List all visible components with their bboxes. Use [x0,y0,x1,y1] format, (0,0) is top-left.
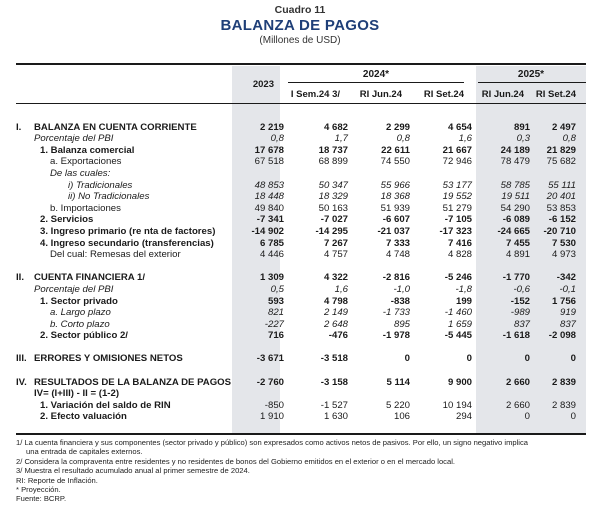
spacer-row [16,342,586,354]
row-label [16,226,232,238]
row-label-text: De las cuales: [50,167,111,179]
cell-value: -838 [390,295,410,307]
cell-value: 0 [570,353,576,365]
table-number: Cuadro 11 [274,4,326,16]
cell-value: 4 446 [259,249,284,261]
cell-value: 1 910 [259,411,284,423]
row-label-text: i) Tradicionales [68,179,133,191]
cell-value: -1 527 [320,399,348,411]
cell-value [232,388,290,400]
spacer-row [16,365,586,377]
row-label-text: b. Corto plazo [50,318,110,330]
cell-value: 7 416 [447,237,472,249]
cell-value: 18 368 [380,191,410,203]
table-title: BALANZA DE PAGOS [220,17,380,34]
cell-value: 5 114 [386,376,410,388]
col-header-2025-riset24: RI Set.24 [535,89,576,100]
cell-value: 10 194 [442,399,472,411]
cell-value: 895 [393,318,410,330]
cell-value: -6 152 [548,214,576,226]
col-header-rijun24: RI Jun.24 [359,89,402,100]
cell-value [538,168,586,180]
cell-value: 20 401 [546,191,576,203]
cell-value: 2 299 [385,121,410,133]
spacer-row [16,261,586,273]
footnotes [16,438,588,504]
cell-value: 294 [455,411,472,423]
cell-value: 2 839 [551,399,576,411]
cell-value: 1 309 [259,272,284,284]
table-row [16,272,586,284]
cell-value: -227 [264,318,284,330]
table-row [16,400,586,412]
cell-value: 716 [267,330,284,342]
row-label-text: a. Largo plazo [50,307,111,319]
section-number: II. [16,272,24,284]
cell-value: 821 [267,307,284,319]
cell-value: -14 902 [251,225,284,237]
col-header-2023: 2023 [252,79,274,90]
row-label [16,156,232,168]
row-label-text: CUENTA FINANCIERA 1/ [34,272,146,284]
row-label [16,249,232,261]
section-number: III. [16,353,27,365]
cell-value: -1,0 [393,283,410,295]
row-label [16,411,232,423]
cell-value: -3 671 [256,353,284,365]
footnote: RI: Reporte de Inflación. [16,475,98,485]
col-header-isem24: I Sem.24 3/ [290,89,340,100]
col-header-2025-rijun24: RI Jun.24 [481,89,524,100]
cell-value: 48 853 [254,179,284,191]
table-row [16,411,586,423]
cell-value: 74 550 [380,156,410,168]
cell-value [290,388,356,400]
cell-value: 0,5 [270,283,284,295]
cell-value: -20 710 [543,225,576,237]
table-row [16,377,586,389]
cell-value: 2 648 [323,318,348,330]
cell-value: 0 [524,353,530,365]
cell-value: -152 [510,295,530,307]
header-rule [16,103,586,104]
cell-value [356,388,418,400]
cell-value: 0,8 [562,133,576,145]
footnote: Fuente: BCRP. [16,494,67,504]
row-label [16,180,232,192]
row-label-text: 2. Servicios [40,214,94,226]
cell-value: 0,8 [270,133,284,145]
cell-value: 53 853 [546,202,576,214]
row-label-text: Porcentaje del PBI [34,283,114,295]
cell-value: 2 219 [259,121,284,133]
cell-value [418,168,480,180]
cell-value: 0 [404,353,410,365]
cell-value: 58 785 [500,179,530,191]
cell-value: 4 748 [385,249,410,261]
cell-value: 7 267 [323,237,348,249]
table-row [16,133,586,145]
cell-value: -7 105 [444,214,472,226]
table-row [16,203,586,215]
cell-value: -7 341 [256,214,284,226]
cell-value [232,168,290,180]
group-rule-2024 [288,82,464,83]
row-label-text: 1. Variación del saldo de RIN [40,399,171,411]
cell-value: 53 177 [442,179,472,191]
row-label [16,353,232,365]
cell-value: 2 839 [551,376,576,388]
table-row [16,238,586,250]
cell-value: 9 900 [447,376,472,388]
row-label [16,319,232,331]
row-label [16,122,232,134]
cell-value: 7 455 [505,237,530,249]
cell-value: 1 659 [447,318,472,330]
cell-value [290,168,356,180]
row-label-text: ERRORES Y OMISIONES NETOS [34,353,183,365]
cell-value: 0 [524,411,530,423]
cell-value: 7 333 [385,237,410,249]
cell-value: -342 [556,272,576,284]
cell-value: 78 479 [500,156,530,168]
row-label [16,296,232,308]
cell-value: 7 530 [551,237,576,249]
cell-value: -3 158 [320,376,348,388]
row-label [16,145,232,157]
footnote: 3/ Muestra el resultado acumulado anual al primer semestre de 2024. [16,466,250,476]
table-row [16,214,586,226]
cell-value: -1 770 [502,272,530,284]
cell-value: 21 667 [442,144,472,156]
cell-value: -1,8 [455,283,472,295]
table-unit: (Millones de USD) [259,35,341,46]
cell-value: -21 037 [377,225,410,237]
table-row [16,330,586,342]
cell-value: 68 899 [318,156,348,168]
table-row [16,307,586,319]
table-row [16,226,586,238]
cell-value: 1 630 [323,411,348,423]
table-row [16,284,586,296]
cell-value: 1,6 [458,133,472,145]
table-row [16,180,586,192]
cell-value: -2 816 [382,272,410,284]
footnote: 2/ Considera la compraventa entre residentes y no residentes de bonos del Gobierno emitidos en el exterior o en el mercado local. [16,456,455,466]
cell-value: 106 [393,411,410,423]
cell-value: 50 163 [318,202,348,214]
col-header-riset24: RI Set.24 [423,89,464,100]
cell-value: 50 347 [318,179,348,191]
table-row [16,296,586,308]
cell-value: 1,7 [334,133,348,145]
cell-value: 4 682 [323,121,348,133]
section-number: I. [16,121,22,133]
cell-value: 67 518 [254,156,284,168]
cell-value: 593 [267,295,284,307]
group-rule-2025 [478,82,586,83]
cell-value: 199 [455,295,472,307]
row-label [16,272,232,284]
row-label [16,400,232,412]
row-label [16,377,232,389]
row-label [16,238,232,250]
row-label-text: 3. Ingreso primario (re nta de factores) [40,225,216,237]
cell-value: 22 611 [381,144,410,156]
cell-value: 19 552 [442,191,472,203]
cell-value: 919 [559,307,576,319]
cell-value: -7 027 [320,214,348,226]
table-row [16,156,586,168]
cell-value: -5 246 [444,272,472,284]
row-label [16,330,232,342]
group-header-2025: 2025* [517,69,545,80]
cell-value: 5 220 [385,399,410,411]
cell-value: -17 323 [439,225,472,237]
cell-value: 837 [513,318,530,330]
table-row [16,145,586,157]
cell-value: 2 149 [323,307,348,319]
top-rule [16,63,586,65]
cell-value: 51 279 [442,202,472,214]
cell-value: -989 [510,307,530,319]
cell-value: 51 939 [380,202,410,214]
row-label [16,388,232,400]
cell-value: -0,1 [559,283,576,295]
bottom-rule [16,433,586,435]
row-label-text: 1. Sector privado [40,295,118,307]
cell-value: 55 966 [380,179,410,191]
cell-value [356,168,418,180]
cell-value: 4 757 [323,249,348,261]
row-label-text: 2. Efecto valuación [40,411,127,423]
cell-value: -1 618 [502,330,530,342]
cell-value: -6 089 [502,214,530,226]
cell-value: 891 [513,121,530,133]
cell-value: 2 660 [505,399,530,411]
cell-value [480,168,538,180]
row-label [16,214,232,226]
spacer-row [16,110,586,122]
cell-value: 18 329 [318,191,348,203]
row-label [16,307,232,319]
row-label [16,203,232,215]
cell-value: -2 760 [256,376,284,388]
cell-value [480,388,538,400]
cell-value: 21 829 [546,144,576,156]
cell-value: 837 [559,318,576,330]
cell-value: -3 518 [320,353,348,365]
table-row [16,122,586,134]
cell-value: 49 840 [254,202,284,214]
cell-value: 4 322 [323,272,348,284]
cell-value: -6 607 [382,214,410,226]
cell-value: -850 [264,399,284,411]
row-label [16,284,232,296]
cell-value: 4 654 [447,121,472,133]
cell-value: 0 [570,411,576,423]
cell-value: 4 973 [551,249,576,261]
cell-value: 55 111 [548,179,576,191]
cell-value: -1 460 [444,307,472,319]
footnote: 1/ La cuenta financiera y sus componentes (sector privado y público) son expresados como activos netos de pasivos. Por ello, un signo negativo implica [16,438,529,447]
cell-value: -14 295 [315,225,348,237]
cell-value: 0,8 [396,133,410,145]
cell-value: 18 448 [254,191,284,203]
group-header-2024: 2024* [362,69,390,80]
cell-value: -2 098 [548,330,576,342]
cell-value: -0,6 [513,283,530,295]
cell-value: 0 [466,353,472,365]
section-number: IV. [16,376,27,388]
cell-value: 72 946 [442,156,472,168]
cell-value: -1 978 [382,330,410,342]
cell-value: -24 665 [497,225,530,237]
cell-value: 17 678 [254,144,284,156]
table-row [16,168,586,180]
cell-value: 1 756 [551,295,576,307]
cell-value: 4 798 [323,295,348,307]
table-row [16,353,586,365]
cell-value: 18 737 [318,144,348,156]
footnote: * Proyección. [16,485,61,495]
cell-value: 2 497 [551,121,576,133]
row-label-text: Del cual: Remesas del exterior [50,249,181,261]
cell-value: -1 733 [382,307,410,319]
cell-value: 4 891 [505,249,530,261]
cell-value [418,388,480,400]
row-label-text: BALANZA EN CUENTA CORRIENTE [34,121,197,133]
table-row [16,319,586,331]
cell-value: 19 511 [501,191,530,203]
cell-value [538,388,586,400]
footnote: una entrada de capitales externos. [26,447,143,457]
cell-value: 4 828 [447,249,472,261]
cell-value: -5 445 [444,330,472,342]
cell-value: 75 682 [546,156,576,168]
row-label-text: a. Exportaciones [50,156,122,168]
cell-value: 2 660 [505,376,530,388]
cell-value: 6 785 [259,237,284,249]
table-row [16,191,586,203]
row-label-text: b. Importaciones [50,202,121,214]
cell-value: 24 189 [500,144,530,156]
cell-value: 54 290 [500,202,530,214]
table-row [16,388,586,400]
cell-value: -476 [328,330,348,342]
cell-value: 0,3 [516,133,530,145]
table-row [16,249,586,261]
balance-table [16,110,586,423]
row-label-text: RESULTADOS DE LA BALANZA DE PAGOS [34,376,232,388]
row-label [16,191,232,203]
row-label-text: IV= (I+III) - II = (1-2) [34,388,120,400]
row-label [16,133,232,145]
row-label-text: 2. Sector público 2/ [40,330,128,342]
row-label-text: 4. Ingreso secundario (transferencias) [40,237,214,249]
row-label-text: Porcentaje del PBI [34,133,114,145]
row-label-text: ii) No Tradicionales [68,191,150,203]
row-label-text: 1. Balanza comercial [40,144,135,156]
cell-value: 1,6 [334,283,348,295]
row-label [16,168,232,180]
